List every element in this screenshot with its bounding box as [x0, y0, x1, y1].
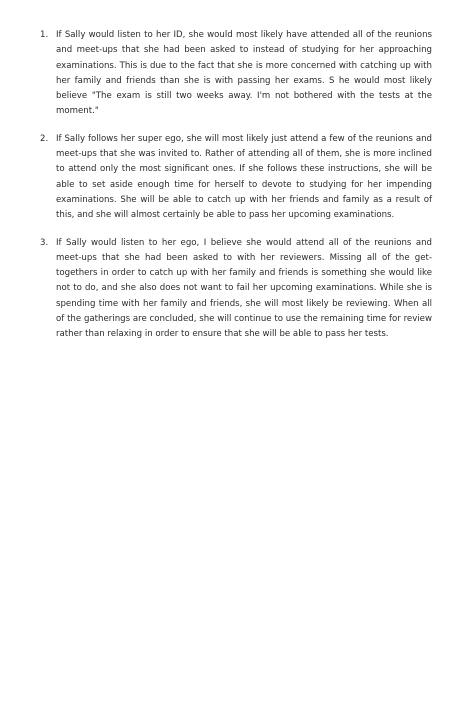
- list-item-number: 1.: [40, 30, 49, 40]
- paragraph-ego: If Sally would listen to her ego, I believe she would attend all of the reunions and meet-ups that she had been asked to with her reviewers. Missing all of the get-togethers in order to catch up with her family and friends is something she would like not to do, and she also does not want to fail her upcoming examinations. While she is spending time with her family and friends, she will most likely be reviewing. When all of the gatherings are concluded, she will continue to use the remaining time for review rather than relaxing in order to ensure that she will be able to pass her tests.: [56, 237, 432, 340]
- list-item-number: 3.: [40, 237, 49, 248]
- list-item-3: [40, 236, 432, 343]
- paragraph-super-ego: If Sally follows her super ego, she will most likely just attend a few of the reunions and meet-ups that she was invited to. Rather of attending all of them, she is more inclined to attend only the most significant ones. If she follows these instructions, she will be able to set aside enough time for herself to devote to studying for her impending examinations. She will be able to catch up with her friends and family as a result of this, and she will almost certainly be able to pass her upcoming examinations.: [56, 133, 432, 221]
- list-item-1: [40, 28, 432, 120]
- numbered-list: [40, 28, 432, 355]
- list-item-2: [40, 132, 432, 224]
- paragraph-id: If Sally would listen to her ID, she would most likely have attended all of the reunions and meet-ups that she had been asked to instead of studying for her approaching examinations. This is due to the fact that she is more concerned with catching up with her family and friends than she is with passing her exams. S he would most likely believe "The exam is still two weeks away. I'm not bothered with the tests at the moment.": [56, 30, 432, 117]
- list-item-number: 2.: [40, 133, 49, 144]
